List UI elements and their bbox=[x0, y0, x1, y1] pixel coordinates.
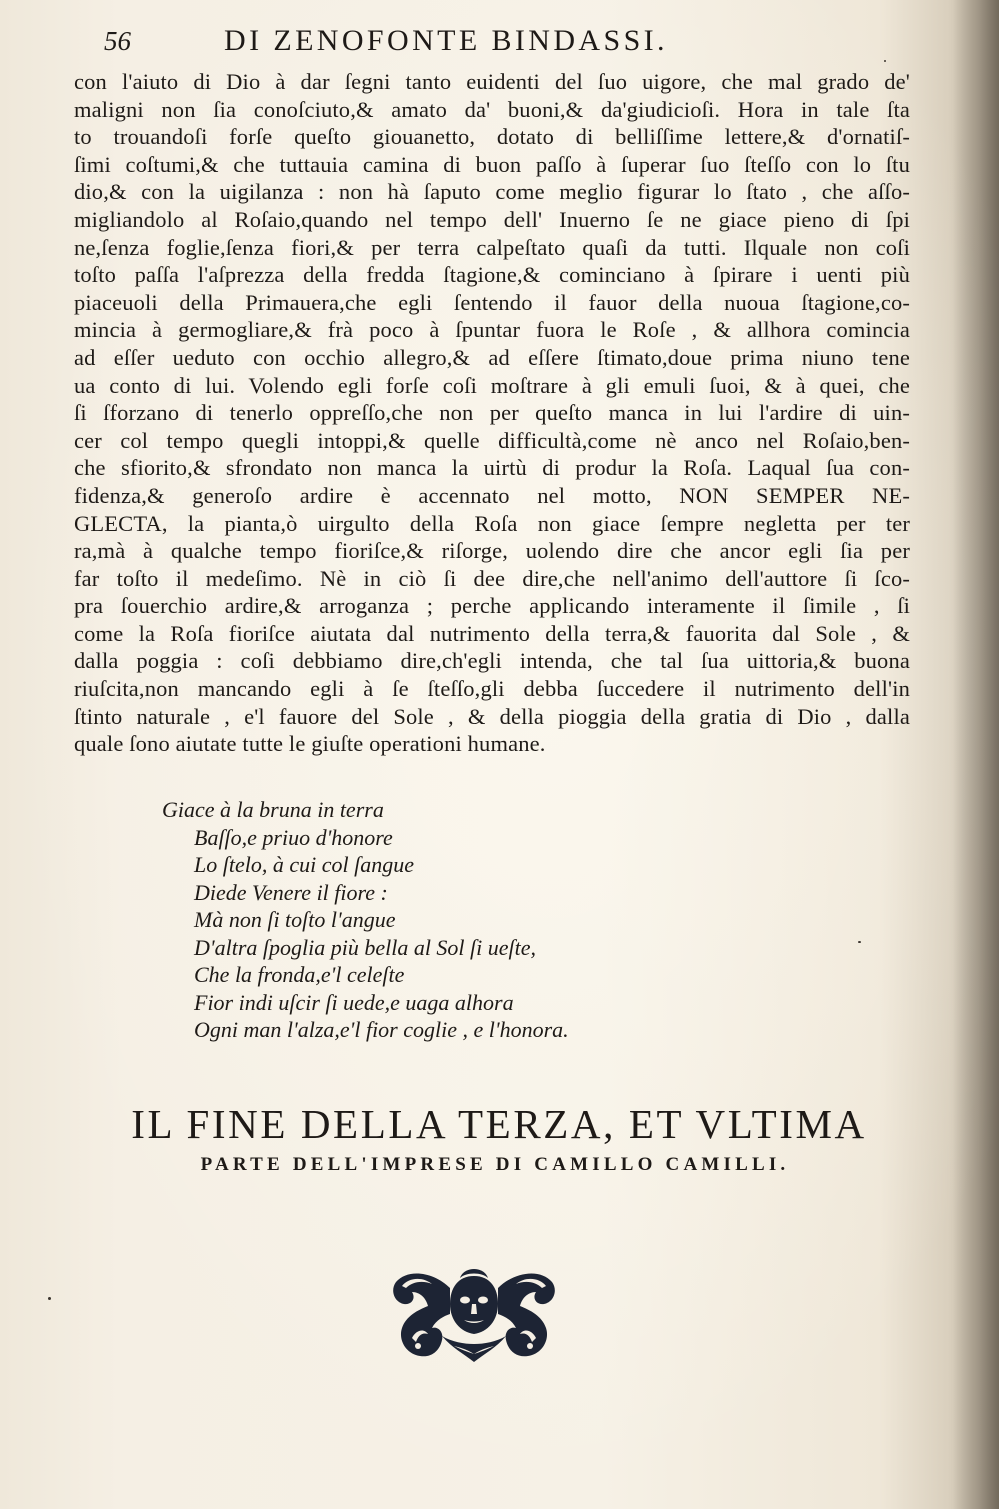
running-head bbox=[104, 22, 864, 62]
text-line: che sfiorito,& sfrondato non manca la uirtù di produr la Roſa. Laqual ſua con- bbox=[74, 455, 910, 481]
text-line: piaceuoli della Primauera,che egli ſentendo il fauor della nuoua ſtagione,co- bbox=[74, 289, 910, 315]
verse-line: D'altra ſpoglia più bella al Sol ſi ueſte, bbox=[194, 934, 537, 960]
text-line: ſimi coſtumi,& che tuttauia camina di buon paſſo à ſuperar ſuo ſteſſo con lo ſtu bbox=[74, 151, 910, 177]
verse-line: Diede Venere il fiore : bbox=[194, 879, 388, 905]
text-line: to trouandoſi forſe queſto giouanetto, dotato di belliſſime lettere,& d'ornatiſ- bbox=[74, 124, 910, 150]
page-number: 56 bbox=[104, 26, 131, 56]
grotesque-mask-ornament-icon bbox=[388, 1258, 560, 1366]
verse-line: Che la fronda,e'l celeſte bbox=[194, 962, 405, 987]
text-line: ſi ſforzano di tenerlo oppreſſo,che non per queſto manca in lui l'ardire di uin- bbox=[74, 400, 910, 426]
page-gutter-shadow bbox=[953, 0, 999, 1509]
ink-speck bbox=[858, 941, 861, 943]
text-line: ſtinto naturale , e'l fauore del Sole , & della pioggia della gratia di Dio , dalla bbox=[74, 703, 910, 729]
text-line: pra ſouerchio ardire,& arroganza ; perche applicando interamente il ſimile , ſi bbox=[74, 593, 910, 619]
text-line: fidenza,& generoſo ardire è accennato nel motto, NON SEMPER NE- bbox=[74, 482, 910, 508]
text-line: ad eſſer ueduto con occhio allegro,& ad eſſere ſtimato,doue prima niuno tene bbox=[74, 344, 910, 370]
text-line: maligni non ſia conoſciuto,& amato da' buoni,& da'giudicioſi. Hora in tale ſta bbox=[74, 96, 910, 122]
text-line: cer col tempo quegli intoppi,& quelle difficultà,come nè anco nel Roſaio,ben- bbox=[74, 427, 910, 453]
running-title: DI ZENOFONTE BINDASSI. bbox=[224, 24, 668, 57]
text-line: come la Roſa fioriſce aiutata dal nutrimento della terra,& fauorita dal Sole , & bbox=[74, 620, 910, 646]
colophon-subtitle: PARTE DELL'IMPRESE DI CAMILLO CAMILLI. bbox=[200, 1154, 790, 1175]
verse-line: Lo ſtelo, à cui col ſangue bbox=[194, 852, 414, 877]
text-line: migliandolo al Roſaio,quando nel tempo dell' Inuerno ſe ne giace pieno di ſpi bbox=[74, 206, 910, 232]
text-line: con l'aiuto di Dio à dar ſegni tanto euidenti del ſuo uigore, che mal grado de' bbox=[74, 69, 910, 94]
text-line: ne,ſenza foglie,ſenza fiori,& per terra calpeſtato quaſi da tutti. Ilquale non coſi bbox=[74, 234, 910, 260]
text-line: toſto paſſa l'aſprezza della fredda ſtagione,& cominciano à ſpirare i uenti più bbox=[74, 262, 910, 288]
text-line: ua conto di lui. Volendo egli forſe coſi moſtrare à gli emuli ſuoi, & à quei, che bbox=[74, 372, 910, 398]
text-line: quale ſono aiutate tutte le giuſte operationi humane. bbox=[74, 731, 546, 757]
text-line: far toſto il medeſimo. Nè in ciò ſi dee dire,che nell'animo dell'auttore ſi ſco- bbox=[74, 565, 910, 591]
verse-line: Ogni man l'alza,e'l fior coglie , e l'honora. bbox=[194, 1017, 569, 1042]
verse-line: Fior indi uſcir ſi uede,e uaga alhora bbox=[194, 989, 514, 1015]
ink-speck bbox=[48, 1297, 51, 1300]
text-line: dalla poggia : coſi debbiamo dire,ch'egli intenda, che tal ſua uittoria,& buona bbox=[74, 648, 910, 674]
ink-speck bbox=[884, 60, 886, 62]
text-line: dio,& con la uigilanza : non hà ſaputo come meglio figurar lo ſtato , che aſſo- bbox=[74, 179, 910, 205]
text-line: GLECTA, la pianta,ò uirgulto della Roſa non giace ſempre negletta per ter bbox=[74, 510, 910, 536]
prose-paragraph bbox=[74, 68, 910, 758]
text-line: ra,mà à qualche tempo fioriſce,& riſorge, uolendo dire che ancor egli ſia per bbox=[74, 538, 910, 564]
text-line: riuſcita,non mancando egli à ſe ſteſſo,gli debba ſuccedere il nutrimento dell'in bbox=[74, 676, 910, 702]
text-line: mincia à germogliare,& frà poco à ſpuntar fuora le Roſe , & allhora comincia bbox=[74, 317, 910, 343]
verse-line: Giace à la bruna in terra bbox=[162, 797, 384, 822]
colophon-title: IL FINE DELLA TERZA, ET VLTIMA bbox=[131, 1101, 867, 1147]
verse-stanza bbox=[162, 796, 662, 1044]
verse-line: Mà non ſi toſto l'angue bbox=[194, 907, 396, 932]
verse-line: Baſſo,e priuo d'honore bbox=[194, 824, 393, 850]
